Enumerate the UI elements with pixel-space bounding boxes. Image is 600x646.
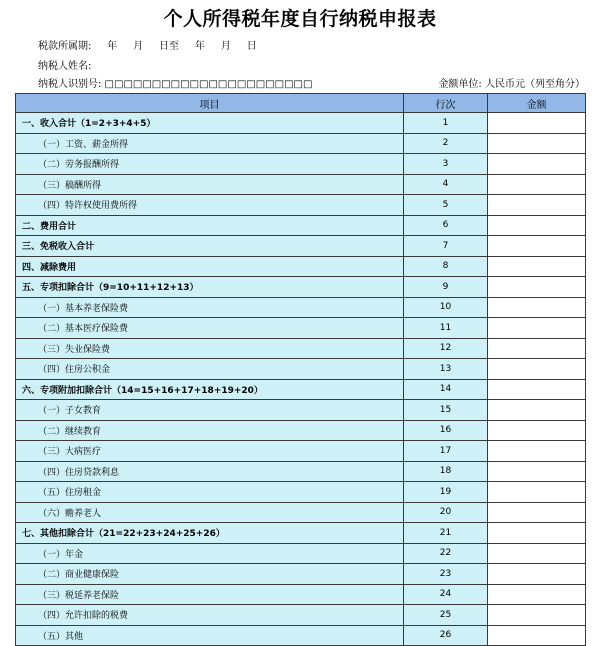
row-line-number: 26: [404, 625, 488, 646]
row-item-label: （四）住房贷款利息: [16, 461, 404, 482]
row-amount-cell[interactable]: [488, 482, 586, 503]
row-item-label: （三）稿酬所得: [16, 174, 404, 195]
row-amount-cell[interactable]: [488, 523, 586, 544]
table-row: [16, 523, 586, 544]
column-header-amount: 金额: [488, 94, 586, 113]
row-line-number: 3: [404, 154, 488, 175]
row-amount-cell[interactable]: [488, 338, 586, 359]
row-line-number: 17: [404, 441, 488, 462]
row-amount-cell[interactable]: [488, 461, 586, 482]
row-item-label: （一）工资、薪金所得: [16, 133, 404, 154]
row-amount-cell[interactable]: [488, 277, 586, 298]
row-item-label: （三）税延养老保险: [16, 584, 404, 605]
table-row: [16, 502, 586, 523]
row-item-label: 七、其他扣除合计（21=22+23+24+25+26）: [16, 523, 404, 544]
tax-return-table: [15, 93, 586, 646]
column-header-line: 行次: [404, 94, 488, 113]
taxpayer-id-field: 纳税人识别号: □□□□□□□□□□□□□□□□□□□□□□: [38, 79, 313, 90]
table-row: [16, 113, 586, 134]
row-line-number: 15: [404, 400, 488, 421]
row-item-label: 三、免税收入合计: [16, 236, 404, 257]
table-row: [16, 277, 586, 298]
table-row: [16, 420, 586, 441]
row-amount-cell[interactable]: [488, 605, 586, 626]
table-row: [16, 400, 586, 421]
row-item-label: （三）大病医疗: [16, 441, 404, 462]
row-amount-cell[interactable]: [488, 113, 586, 134]
row-line-number: 2: [404, 133, 488, 154]
row-item-label: （二）基本医疗保险费: [16, 318, 404, 339]
table-row: [16, 461, 586, 482]
row-amount-cell[interactable]: [488, 174, 586, 195]
table-row: [16, 543, 586, 564]
form-title: 个人所得税年度自行纳税申报表: [163, 8, 437, 30]
row-amount-cell[interactable]: [488, 441, 586, 462]
row-item-label: （二）继续教育: [16, 420, 404, 441]
row-amount-cell[interactable]: [488, 400, 586, 421]
table-row: [16, 379, 586, 400]
row-line-number: 6: [404, 215, 488, 236]
table-row: [16, 215, 586, 236]
row-amount-cell[interactable]: [488, 625, 586, 646]
row-item-label: （一）年金: [16, 543, 404, 564]
table-row: [16, 256, 586, 277]
row-line-number: 14: [404, 379, 488, 400]
row-amount-cell[interactable]: [488, 256, 586, 277]
row-line-number: 1: [404, 113, 488, 134]
table-row: [16, 174, 586, 195]
table-row: [16, 133, 586, 154]
table-row: [16, 625, 586, 646]
row-line-number: 8: [404, 256, 488, 277]
row-line-number: 4: [404, 174, 488, 195]
row-item-label: （二）劳务报酬所得: [16, 154, 404, 175]
table-body: [16, 113, 586, 646]
row-amount-cell[interactable]: [488, 379, 586, 400]
row-amount-cell[interactable]: [488, 133, 586, 154]
table-row: [16, 318, 586, 339]
row-amount-cell[interactable]: [488, 195, 586, 216]
table-row: [16, 236, 586, 257]
row-amount-cell[interactable]: [488, 154, 586, 175]
table-row: [16, 482, 586, 503]
row-amount-cell[interactable]: [488, 215, 586, 236]
row-line-number: 22: [404, 543, 488, 564]
row-line-number: 11: [404, 318, 488, 339]
row-line-number: 12: [404, 338, 488, 359]
column-header-item: 项目: [16, 94, 404, 113]
row-item-label: （四）住房公积金: [16, 359, 404, 380]
row-item-label: （二）商业健康保险: [16, 564, 404, 585]
row-item-label: 六、专项附加扣除合计（14=15+16+17+18+19+20）: [16, 379, 404, 400]
row-amount-cell[interactable]: [488, 359, 586, 380]
row-amount-cell[interactable]: [488, 318, 586, 339]
row-line-number: 7: [404, 236, 488, 257]
row-line-number: 19: [404, 482, 488, 503]
row-line-number: 9: [404, 277, 488, 298]
row-item-label: 二、费用合计: [16, 215, 404, 236]
table-row: [16, 441, 586, 462]
row-line-number: 13: [404, 359, 488, 380]
row-amount-cell[interactable]: [488, 297, 586, 318]
row-line-number: 10: [404, 297, 488, 318]
row-item-label: （五）其他: [16, 625, 404, 646]
row-item-label: （三）失业保险费: [16, 338, 404, 359]
table-header-row: [16, 94, 586, 113]
row-line-number: 23: [404, 564, 488, 585]
tax-period-field: 税款所属期: 年 月 日至 年 月 日: [38, 41, 257, 52]
row-line-number: 18: [404, 461, 488, 482]
row-item-label: 一、收入合计（1=2+3+4+5）: [16, 113, 404, 134]
row-line-number: 24: [404, 584, 488, 605]
row-item-label: 四、减除费用: [16, 256, 404, 277]
row-line-number: 16: [404, 420, 488, 441]
table-row: [16, 564, 586, 585]
row-amount-cell[interactable]: [488, 236, 586, 257]
row-item-label: （五）住房租金: [16, 482, 404, 503]
row-item-label: （四）特许权使用费所得: [16, 195, 404, 216]
row-line-number: 20: [404, 502, 488, 523]
currency-unit-label: 金额单位: 人民币元（列至角分）: [438, 79, 585, 90]
row-item-label: （四）允许扣除的税费: [16, 605, 404, 626]
row-line-number: 5: [404, 195, 488, 216]
table-row: [16, 297, 586, 318]
row-item-label: （六）赡养老人: [16, 502, 404, 523]
row-amount-cell[interactable]: [488, 502, 586, 523]
table-row: [16, 605, 586, 626]
row-line-number: 21: [404, 523, 488, 544]
row-amount-cell[interactable]: [488, 584, 586, 605]
row-amount-cell[interactable]: [488, 543, 586, 564]
row-amount-cell[interactable]: [488, 420, 586, 441]
table-row: [16, 154, 586, 175]
row-item-label: （一）基本养老保险费: [16, 297, 404, 318]
taxpayer-name-field: 纳税人姓名:: [38, 61, 92, 72]
table-row: [16, 195, 586, 216]
table-row: [16, 584, 586, 605]
table-row: [16, 359, 586, 380]
row-line-number: 25: [404, 605, 488, 626]
row-amount-cell[interactable]: [488, 564, 586, 585]
row-item-label: （一）子女教育: [16, 400, 404, 421]
table-row: [16, 338, 586, 359]
row-item-label: 五、专项扣除合计（9=10+11+12+13）: [16, 277, 404, 298]
